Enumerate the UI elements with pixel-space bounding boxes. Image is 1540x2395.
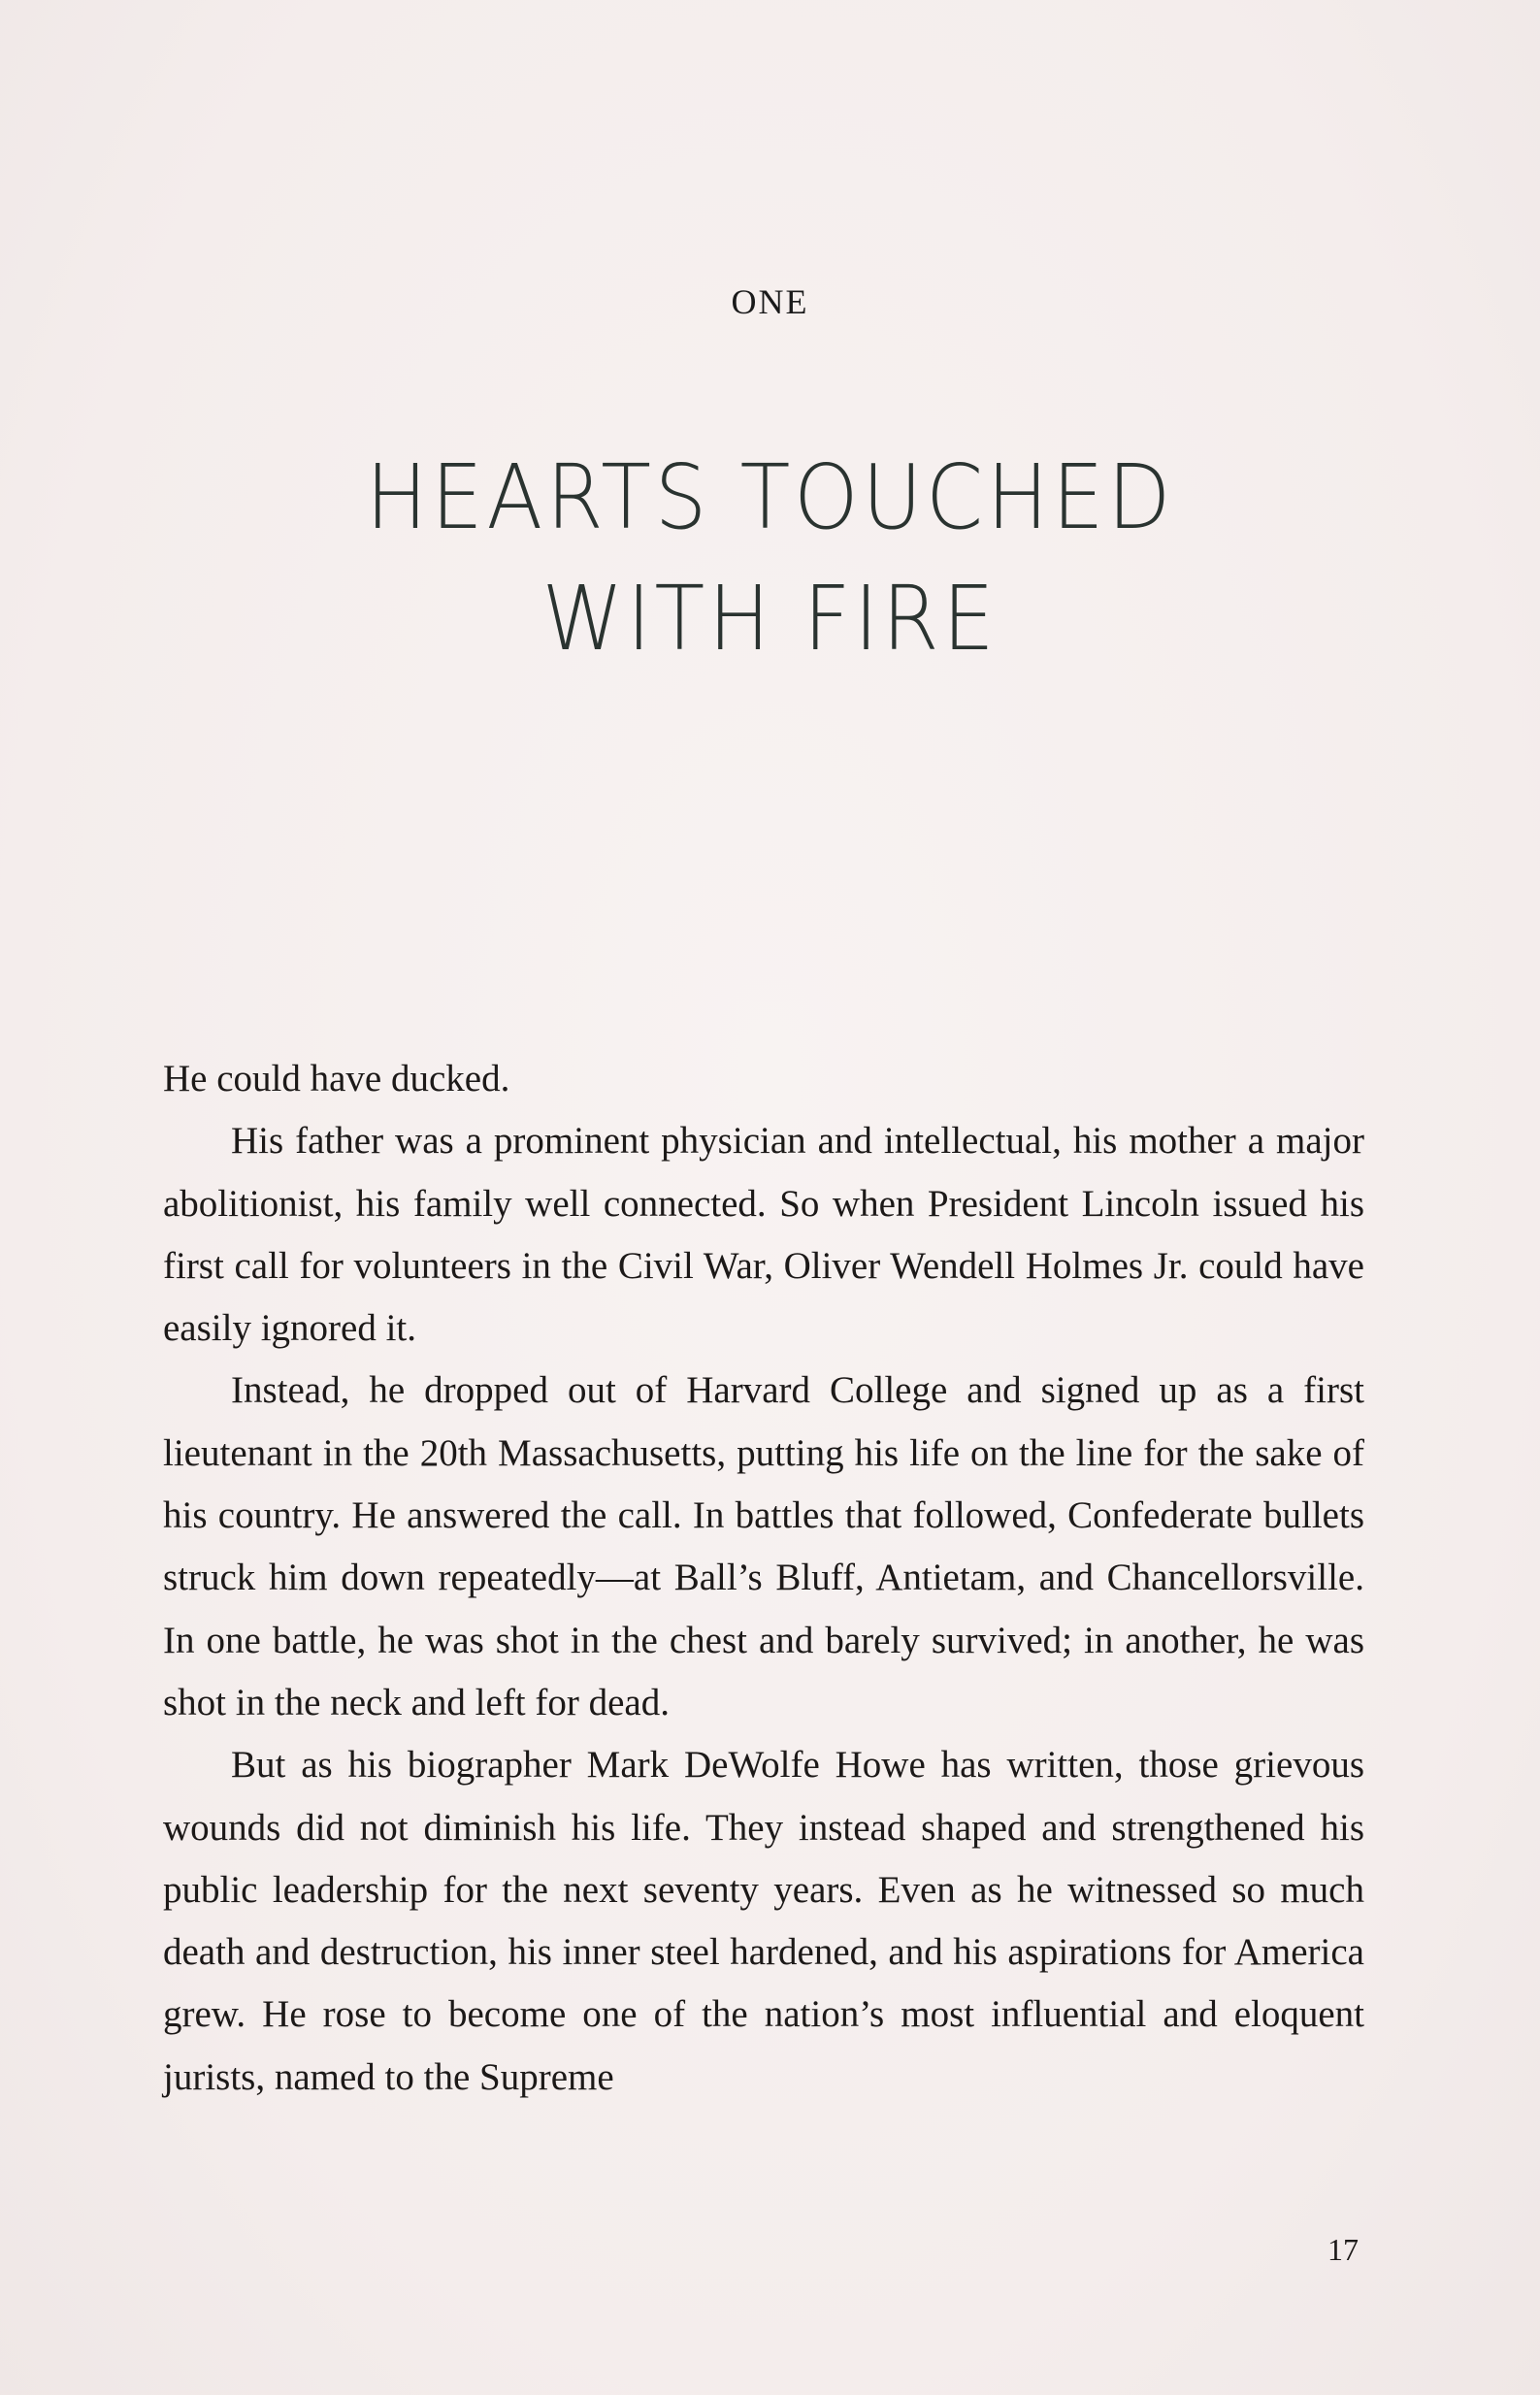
body-text bbox=[163, 1048, 1364, 2109]
page-number: 17 bbox=[1327, 2232, 1359, 2267]
chapter-title-line-1: HEARTS TOUCHED bbox=[365, 445, 1175, 549]
chapter-title-line-2: WITH FIRE bbox=[541, 567, 999, 671]
chapter-number: ONE bbox=[731, 282, 809, 321]
paragraph-3: Instead, he dropped out of Harvard College and signed up as a first lieutenant in the 20th Massachusetts, putting his life on the line for the sake of his country. He answered the call. In battles that followed, Confederate bullets struck him down repeatedly—at Ball’s Bluff, Antietam, and Chancellorsville. In one battle, he was shot in the chest and barely survived; in another, he was shot in the neck and left for dead. bbox=[163, 1369, 1364, 1723]
chapter-title bbox=[61, 437, 1478, 679]
paragraph-4: But as his biographer Mark DeWolfe Howe has written, those grievous wounds did not diminish his life. They instead shaped and strengthened his public leadership for the next seventy years. Even as he witnessed so much death and destruction, his inner steel hardened, and his aspirations for America grew. He rose to become one of the nation’s most influential and eloquent jurists, named to the Supreme bbox=[163, 1744, 1364, 2098]
paragraph-1: He could have ducked. bbox=[163, 1058, 510, 1099]
paragraph-2: His father was a prominent physician and intellectual, his mother a major abolitionist, his family well connected. So when President Lincoln issued his first call for volunteers in the Civil War, Oliver Wendell Holmes Jr. could have easily ignored it. bbox=[163, 1120, 1364, 1350]
